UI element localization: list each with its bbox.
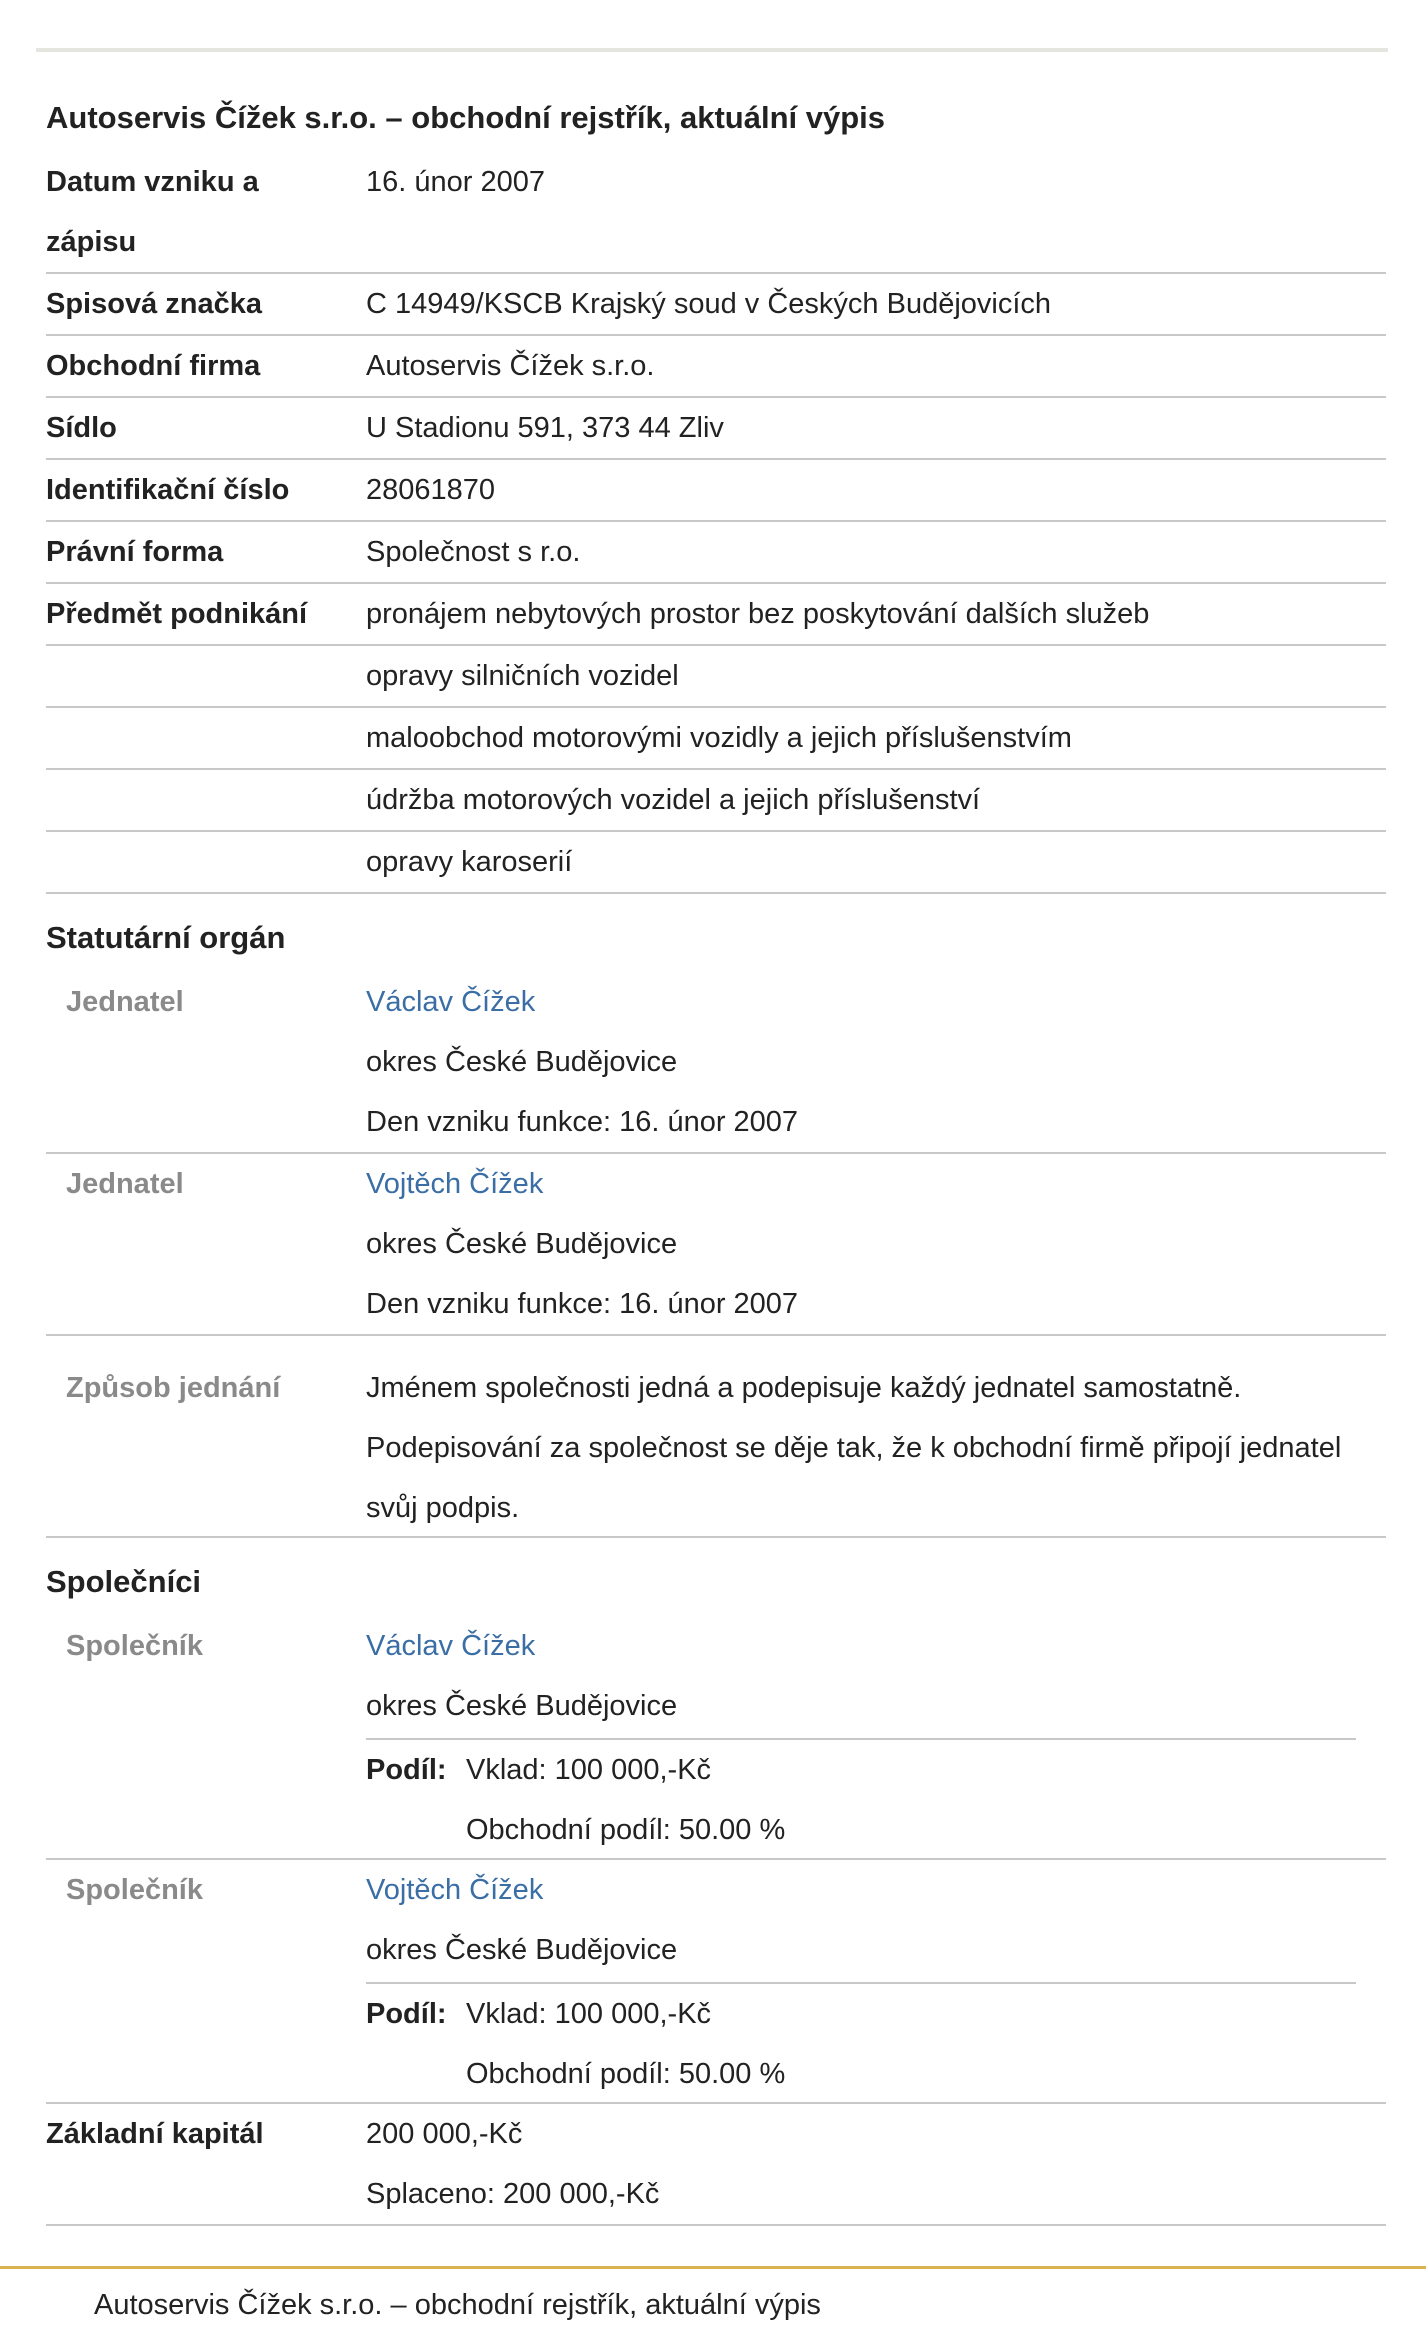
kapital-value: 200 000,-Kč <box>366 2118 523 2150</box>
label-datum-vzniku <box>46 152 259 272</box>
label-identifikacni-cislo: Identifikační číslo <box>46 474 290 506</box>
label-spolecnik: Společník <box>66 1874 203 1906</box>
page-footer <box>0 2266 1426 2343</box>
podil-label: Podíl: <box>366 1754 447 1786</box>
value-predmet-item: opravy karoserií <box>366 846 573 878</box>
spolecnik-okres: okres České Budějovice <box>366 1934 678 1966</box>
spolecnik-name-link[interactable]: Václav Čížek <box>366 1630 536 1662</box>
row-zpusob-jednani <box>46 1336 1386 1538</box>
value-spolecnik-2 <box>366 1860 1386 1980</box>
row-predmet-4 <box>46 770 1386 832</box>
jednatel-name-link[interactable]: Václav Čížek <box>366 986 536 1018</box>
row-predmet-1 <box>46 584 1386 646</box>
spolecnik-podil <box>366 1738 1356 1860</box>
value-obchodni-firma: Autoservis Čížek s.r.o. <box>366 350 655 382</box>
podil-obchodni: Obchodní podíl: 50.00 % <box>466 2058 786 2090</box>
label-datum-line-1: Datum vzniku a <box>46 166 259 198</box>
row-jednatel-1 <box>46 972 1386 1154</box>
row-obchodni-firma <box>46 336 1386 398</box>
value-spisova-znacka: C 14949/KSCB Krajský soud v Českých Budějovicích <box>366 288 1052 320</box>
value-predmet-item: pronájem nebytových prostor bez poskytování dalších služeb <box>366 598 1150 630</box>
spolecnik-name-link[interactable]: Vojtěch Čížek <box>366 1874 544 1906</box>
footer-text: Autoservis Čížek s.r.o. – obchodní rejstřík, aktuální výpis <box>94 2289 821 2321</box>
value-predmet-item: opravy silničních vozidel <box>366 660 679 692</box>
label-jednatel: Jednatel <box>66 986 184 1018</box>
label-zakladni-kapital: Základní kapitál <box>46 2118 264 2150</box>
page-title: Autoservis Čížek s.r.o. – obchodní rejstřík, aktuální výpis <box>46 100 885 135</box>
zpusob-line: Jménem společnosti jedná a podepisuje každý jednatel samostatně. <box>366 1372 1242 1404</box>
row-spisova-znacka <box>46 274 1386 336</box>
value-zpusob-jednani <box>366 1358 1386 1538</box>
row-jednatel-2 <box>46 1154 1386 1336</box>
label-sidlo: Sídlo <box>46 412 117 444</box>
value-jednatel-2 <box>366 1154 1386 1334</box>
podil-obchodni: Obchodní podíl: 50.00 % <box>466 1814 786 1846</box>
label-jednatel: Jednatel <box>66 1168 184 1200</box>
value-spolecnik-1 <box>366 1616 1386 1736</box>
row-predmet-5 <box>46 832 1386 894</box>
zpusob-line: Podepisování za společnost se děje tak, že k obchodní firmě připojí jednatel <box>366 1432 1342 1464</box>
value-identifikacni-cislo: 28061870 <box>366 474 496 506</box>
row-datum-vzniku <box>46 152 1386 274</box>
register-extract-card <box>36 48 1388 2228</box>
value-sidlo: U Stadionu 591, 373 44 Zliv <box>366 412 724 444</box>
podil-vklad: Vklad: 100 000,-Kč <box>466 1998 712 2030</box>
section-spolecnici: Společníci <box>46 1564 202 1599</box>
row-zakladni-kapital <box>46 2104 1386 2226</box>
value-predmet-item: maloobchod motorovými vozidly a jejich příslušenstvím <box>366 722 1072 754</box>
label-spisova-znacka: Spisová značka <box>46 288 262 320</box>
jednatel-funkce: Den vzniku funkce: 16. únor 2007 <box>366 1106 799 1138</box>
label-predmet-podnikani: Předmět podnikání <box>46 598 308 630</box>
podil-vklad: Vklad: 100 000,-Kč <box>466 1754 712 1786</box>
spolecnik-okres: okres České Budějovice <box>366 1690 678 1722</box>
value-datum-vzniku: 16. únor 2007 <box>366 166 545 198</box>
row-pravni-forma <box>46 522 1386 584</box>
value-predmet-item: údržba motorových vozidel a jejich příslušenství <box>366 784 981 816</box>
label-zpusob-jednani: Způsob jednání <box>66 1372 281 1404</box>
jednatel-name-link[interactable]: Vojtěch Čížek <box>366 1168 544 1200</box>
label-obchodni-firma: Obchodní firma <box>46 350 261 382</box>
jednatel-okres: okres České Budějovice <box>366 1228 678 1260</box>
podil-label: Podíl: <box>366 1998 447 2030</box>
row-spolecnik-1 <box>46 1616 1386 1860</box>
kapital-splaceno: Splaceno: 200 000,-Kč <box>366 2178 660 2210</box>
jednatel-okres: okres České Budějovice <box>366 1046 678 1078</box>
zpusob-line: svůj podpis. <box>366 1492 520 1524</box>
spolecnik-podil <box>366 1982 1356 2104</box>
row-spolecnik-2 <box>46 1860 1386 2104</box>
row-identifikacni-cislo <box>46 460 1386 522</box>
row-predmet-2 <box>46 646 1386 708</box>
row-sidlo <box>46 398 1386 460</box>
value-zakladni-kapital <box>366 2104 1386 2224</box>
label-spolecnik: Společník <box>66 1630 203 1662</box>
jednatel-funkce: Den vzniku funkce: 16. únor 2007 <box>366 1288 799 1320</box>
label-pravni-forma: Právní forma <box>46 536 224 568</box>
label-datum-line-2: zápisu <box>46 226 137 258</box>
section-statutarni-organ: Statutární orgán <box>46 920 286 955</box>
value-jednatel-1 <box>366 972 1386 1152</box>
value-pravni-forma: Společnost s r.o. <box>366 536 581 568</box>
row-predmet-3 <box>46 708 1386 770</box>
